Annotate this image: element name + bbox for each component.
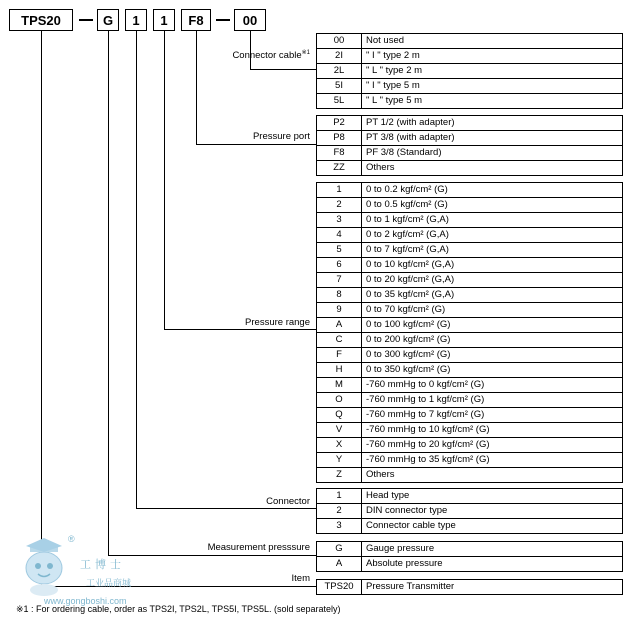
option-row: [317, 542, 623, 557]
leader-line-port: [196, 144, 316, 145]
option-description: -760 mmHg to 1 kgf/cm² (G): [362, 393, 623, 408]
option-code: 5I: [317, 79, 362, 94]
option-row: [317, 333, 623, 348]
options-body: [317, 489, 623, 534]
option-row: [317, 258, 623, 273]
option-description: -760 mmHg to 35 kgf/cm² (G): [362, 453, 623, 468]
option-row: [317, 557, 623, 572]
option-row: [317, 273, 623, 288]
option-code: 5: [317, 243, 362, 258]
option-row: [317, 348, 623, 363]
label-connector: Connector: [266, 496, 310, 507]
option-code: F8: [317, 146, 362, 161]
option-code: 2: [317, 198, 362, 213]
option-row: [317, 580, 623, 595]
option-code: O: [317, 393, 362, 408]
option-code: 5L: [317, 94, 362, 109]
option-description: " L " type 2 m: [362, 64, 623, 79]
option-row: [317, 468, 623, 483]
option-code: 1: [317, 183, 362, 198]
option-code: 3: [317, 519, 362, 534]
option-description: PT 3/8 (with adapter): [362, 131, 623, 146]
option-code: Z: [317, 468, 362, 483]
option-description: 0 to 70 kgf/cm² (G): [362, 303, 623, 318]
code-box-port: F8: [181, 9, 211, 31]
option-description: 0 to 7 kgf/cm² (G,A): [362, 243, 623, 258]
option-code: C: [317, 333, 362, 348]
options-body: [317, 580, 623, 595]
option-row: [317, 504, 623, 519]
option-code: Q: [317, 408, 362, 423]
code-separator: [79, 19, 93, 21]
option-row: [317, 64, 623, 79]
leader-line-connector: [136, 31, 137, 508]
leader-line-range: [164, 31, 165, 329]
option-description: Others: [362, 468, 623, 483]
option-code: 6: [317, 258, 362, 273]
label-pressure-range: Pressure range: [245, 317, 310, 328]
option-description: -760 mmHg to 10 kgf/cm² (G): [362, 423, 623, 438]
option-description: Absolute pressure: [362, 557, 623, 572]
option-code: ZZ: [317, 161, 362, 176]
option-description: 0 to 350 kgf/cm² (G): [362, 363, 623, 378]
watermark-registered: ®: [68, 534, 75, 544]
watermark-brand: 工博士: [80, 559, 125, 571]
options-table-connector: [316, 488, 623, 534]
options-table-pressure-port: [316, 115, 623, 176]
watermark-tagline: 工业品商城: [86, 578, 132, 588]
code-box-measurement: G: [97, 9, 119, 31]
option-row: [317, 318, 623, 333]
option-description: Connector cable type: [362, 519, 623, 534]
option-row: [317, 79, 623, 94]
option-code: 8: [317, 288, 362, 303]
option-row: [317, 393, 623, 408]
options-body: [317, 116, 623, 176]
label-connector-cable: [170, 47, 310, 62]
option-row: [317, 183, 623, 198]
option-code: G: [317, 542, 362, 557]
option-description: " L " type 5 m: [362, 94, 623, 109]
code-box-connector: 1: [125, 9, 147, 31]
watermark-url: www.gongboshi.com: [44, 596, 127, 606]
option-description: 0 to 10 kgf/cm² (G,A): [362, 258, 623, 273]
option-description: PF 3/8 (Standard): [362, 146, 623, 161]
option-description: 0 to 2 kgf/cm² (G,A): [362, 228, 623, 243]
option-row: [317, 34, 623, 49]
option-code: H: [317, 363, 362, 378]
option-row: [317, 408, 623, 423]
option-description: Head type: [362, 489, 623, 504]
mascot-icon: [16, 528, 76, 598]
options-table-item: [316, 579, 623, 595]
label-connector-cable-text: Connector cable: [232, 50, 302, 62]
option-code: 00: [317, 34, 362, 49]
code-box-range: 1: [153, 9, 175, 31]
options-body: [317, 542, 623, 572]
option-row: [317, 288, 623, 303]
code-box-item: TPS20: [9, 9, 73, 31]
option-row: [317, 94, 623, 109]
option-code: 7: [317, 273, 362, 288]
option-row: [317, 198, 623, 213]
option-code: 1: [317, 489, 362, 504]
option-code: 2L: [317, 64, 362, 79]
option-description: DIN connector type: [362, 504, 623, 519]
options-table-measurement-pressure: [316, 541, 623, 572]
option-description: 0 to 20 kgf/cm² (G,A): [362, 273, 623, 288]
options-body: [317, 34, 623, 109]
option-row: [317, 131, 623, 146]
option-description: 0 to 300 kgf/cm² (G): [362, 348, 623, 363]
option-code: 4: [317, 228, 362, 243]
option-code: 3: [317, 213, 362, 228]
note-mark: ※1: [301, 50, 310, 56]
code-separator: [216, 19, 230, 21]
option-description: " I " type 2 m: [362, 49, 623, 64]
option-description: 0 to 0.2 kgf/cm² (G): [362, 183, 623, 198]
option-description: " I " type 5 m: [362, 79, 623, 94]
leader-line-range: [164, 329, 316, 330]
option-code: F: [317, 348, 362, 363]
option-code: 2: [317, 504, 362, 519]
option-row: [317, 378, 623, 393]
leader-line-item: [41, 31, 42, 586]
options-table-pressure-range: [316, 182, 623, 483]
option-description: Not used: [362, 34, 623, 49]
leader-line-measurement: [108, 31, 109, 555]
option-row: [317, 116, 623, 131]
label-pressure-port: Pressure port: [252, 131, 310, 142]
option-description: -760 mmHg to 20 kgf/cm² (G): [362, 438, 623, 453]
option-description: 0 to 0.5 kgf/cm² (G): [362, 198, 623, 213]
option-row: [317, 363, 623, 378]
option-description: 0 to 200 kgf/cm² (G): [362, 333, 623, 348]
footnote: ※1 : For ordering cable, order as TPS2I, TPS2L, TPS5I, TPS5L. (sold separately): [16, 604, 341, 614]
options-table-connector-cable: [316, 33, 623, 109]
option-row: [317, 161, 623, 176]
option-code: 9: [317, 303, 362, 318]
option-description: Others: [362, 161, 623, 176]
option-row: [317, 438, 623, 453]
leader-line-connector: [136, 508, 316, 509]
option-description: Pressure Transmitter: [362, 580, 623, 595]
option-code: P8: [317, 131, 362, 146]
option-description: -760 mmHg to 0 kgf/cm² (G): [362, 378, 623, 393]
option-row: [317, 423, 623, 438]
option-row: [317, 228, 623, 243]
option-code: A: [317, 318, 362, 333]
label-measurement-pressure: Measurement presssure: [207, 542, 310, 553]
option-description: Gauge pressure: [362, 542, 623, 557]
option-code: TPS20: [317, 580, 362, 595]
option-row: [317, 453, 623, 468]
option-row: [317, 146, 623, 161]
option-description: PT 1/2 (with adapter): [362, 116, 623, 131]
code-box-cable: 00: [234, 9, 266, 31]
option-code: V: [317, 423, 362, 438]
option-row: [317, 519, 623, 534]
option-description: -760 mmHg to 7 kgf/cm² (G): [362, 408, 623, 423]
option-description: 0 to 35 kgf/cm² (G,A): [362, 288, 623, 303]
option-code: M: [317, 378, 362, 393]
option-code: X: [317, 438, 362, 453]
watermark-logo: [16, 528, 146, 608]
label-item: Item: [291, 573, 310, 584]
option-code: P2: [317, 116, 362, 131]
option-row: [317, 303, 623, 318]
options-body: [317, 183, 623, 483]
option-code: Y: [317, 453, 362, 468]
option-row: [317, 489, 623, 504]
option-description: 0 to 100 kgf/cm² (G): [362, 318, 623, 333]
option-description: 0 to 1 kgf/cm² (G,A): [362, 213, 623, 228]
option-row: [317, 49, 623, 64]
option-code: 2I: [317, 49, 362, 64]
option-code: A: [317, 557, 362, 572]
leader-line-cable: [250, 69, 316, 70]
option-row: [317, 213, 623, 228]
option-row: [317, 243, 623, 258]
